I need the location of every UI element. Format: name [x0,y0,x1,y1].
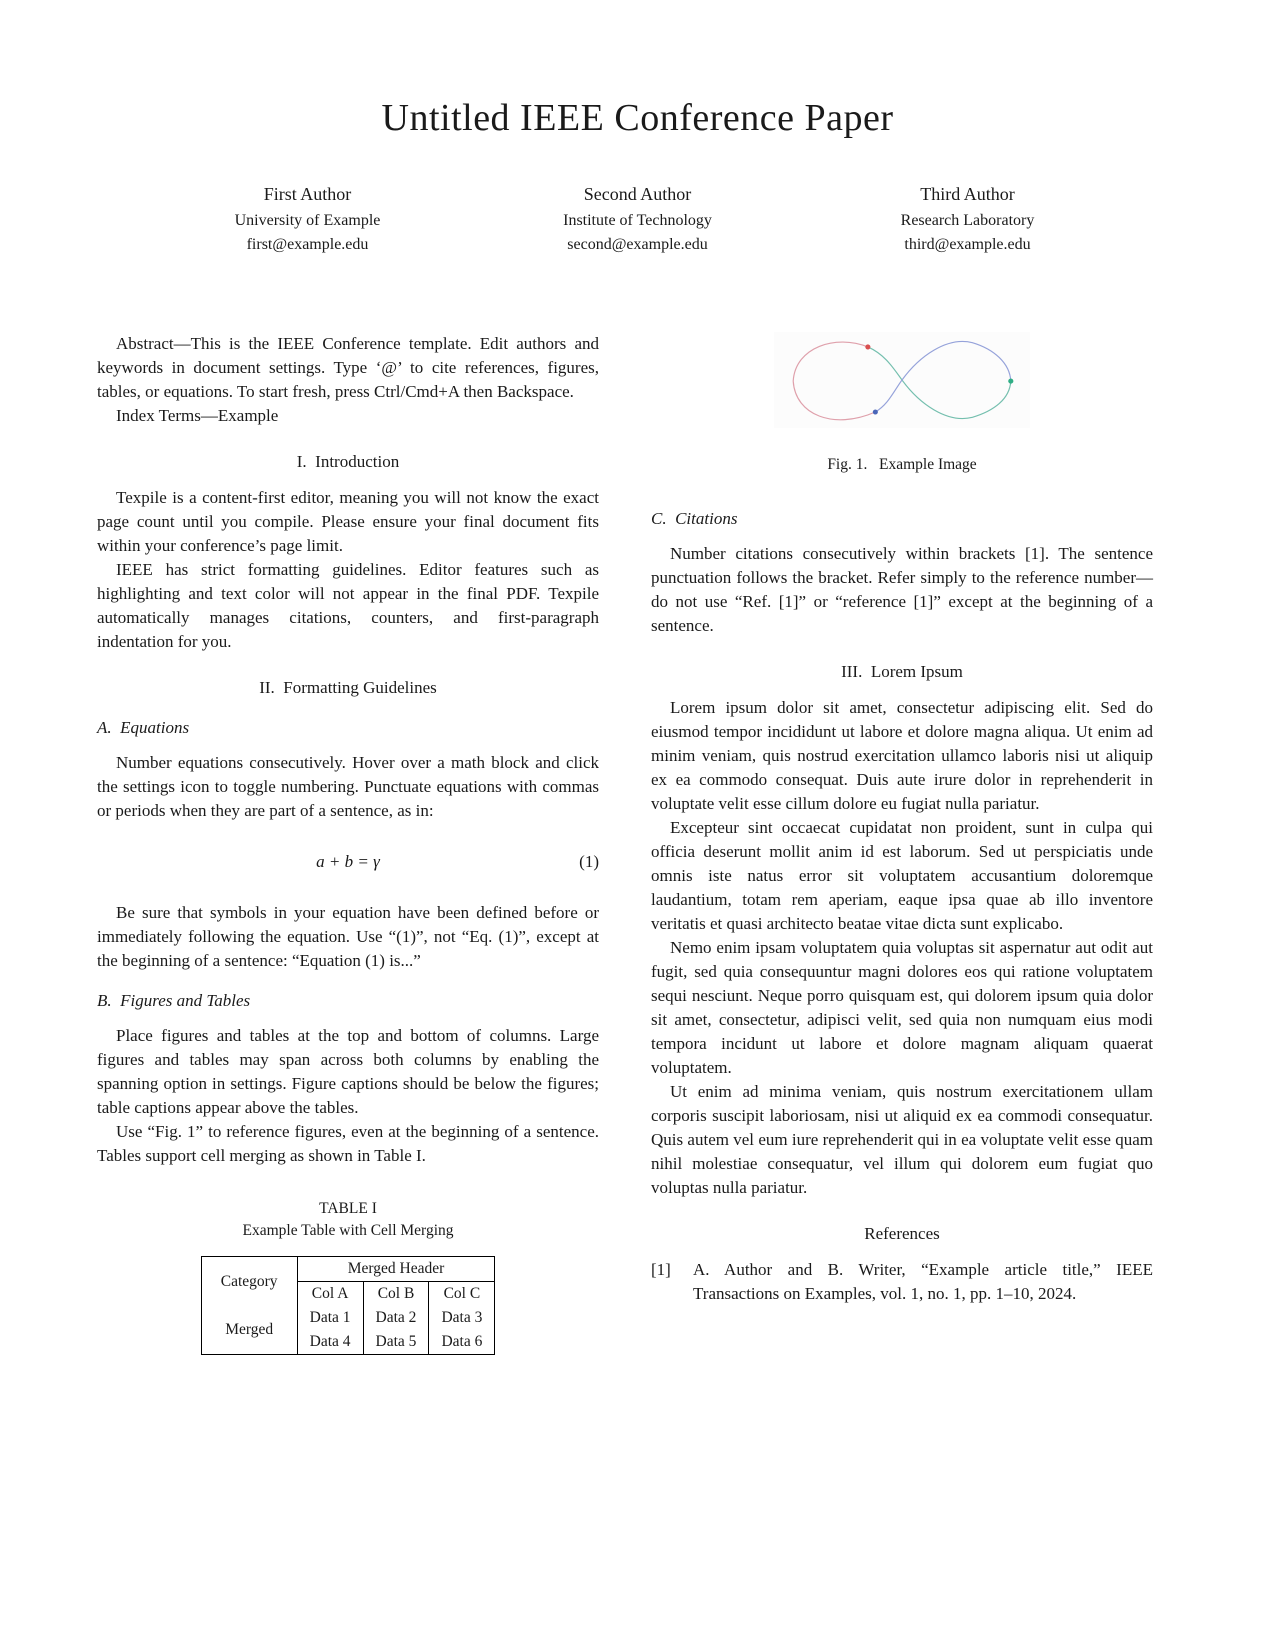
section-heading-lorem-ipsum: III. Lorem Ipsum [841,662,963,681]
table-cell: Data 2 [363,1306,429,1330]
green-dot [1008,379,1013,384]
author-email: third@example.edu [904,236,1031,253]
reference-text: A. Author and B. Writer, “Example article title,” IEEE Transactions on Examples, vol. 1, no. 1, pp. 1–10, 2024. [693,1260,1153,1303]
figures-tables-paragraph-1: Place figures and tables at the top and bottom of columns. Large figures and tables may span across both columns by enabling the spanning option in settings. Figure captions should be below the figures; table captions appear above the tables. [97,1026,599,1117]
table-cell: Data 3 [429,1306,495,1330]
abstract-paragraph: Abstract—This is the IEEE Conference template. Edit authors and keywords in document settings. Type ‘@’ to cite references, figures, tables, or equations. To start fresh, press Ctrl/Cmd+A then Backspace. [97,334,599,401]
paper-title: Untitled IEEE Conference Paper [381,97,894,139]
lorem-paragraph-3: Nemo enim ipsam voluptatem quia voluptas sit aspernatur aut odit aut fugit, sed quia consequuntur magni dolores eos qui ratione voluptatem sequi nesciunt. Neque porro quisquam est, qui dolorem ipsum quia dolor sit amet, consectetur, adipisci velit, sed quia non numquam eius modi tempora incidunt ut labore et dolore magnam aliquam quaerat voluptatem. [651,938,1153,1077]
author-block-2 [533,184,743,254]
equation-expression: a + b = γ [316,852,380,871]
table-row [201,1306,495,1330]
body-columns [0,332,1275,1355]
introduction-paragraph-2: IEEE has strict formatting guidelines. Editor features such as highlighting and text color will not appear in the final PDF. Texpile automatically manages citations, counters, and first-paragraph indentation for you. [97,560,599,651]
subsection-heading-equations: A. Equations [97,718,190,737]
author-block-1 [203,184,413,254]
equation-block [97,850,599,874]
author-name: Second Author [583,184,692,204]
reference-item [651,1258,1153,1306]
author-affiliation: Institute of Technology [563,212,712,229]
lorem-paragraph-4: Ut enim ad minima veniam, quis nostrum exercitationem ullam corporis suscipit laboriosam, nisi ut aliquid ex ea commodi consequatur. Quis autem vel eum iure reprehenderit qui in ea voluptate velit esse quam nihil molestiae consequatur, vel illum qui dolorem eum fugiat quo voluptas nulla pariatur. [651,1082,1153,1197]
author-email: second@example.edu [567,236,708,253]
table-cell: Data 5 [363,1330,429,1355]
figure-1 [651,332,1153,477]
table-row [201,1257,495,1282]
table-cell: Data 1 [309,1309,351,1326]
subsection-heading-figures-and-tables: B. Figures and Tables [97,991,251,1010]
table-col-header-cell: Col A [311,1285,349,1302]
table-col-header-cell: Col C [429,1282,495,1307]
table-col-header-cell: Col B [363,1282,429,1307]
author-email: first@example.edu [246,236,369,253]
table-merged-header-cell: Merged Header [297,1257,495,1282]
figure-caption: Fig. 1. Example Image [827,456,977,473]
section-heading-formatting-guidelines: II. Formatting Guidelines [259,678,437,697]
lorem-paragraph-2: Excepteur sint occaecat cupidatat non proident, sunt in culpa qui officia deserunt mollit anim id est laborum. Sed ut perspiciatis unde omnis iste natus error sit voluptatem accusantium doloremque laudantium, totam rem aperiam, eaque ipsa quae ab illo inventore veritatis et quasi architecto beatae vitae dicta sunt explicabo. [651,818,1153,933]
equations-paragraph-1: Number equations consecutively. Hover over a math block and click the settings icon to toggle numbering. Punctuate equations with commas or periods when they are part of a sentence, as in: [97,753,599,820]
equation-number: (1) [579,852,599,871]
author-affiliation: University of Example [234,212,381,229]
author-name: First Author [263,184,352,204]
authors-row [0,184,1275,254]
red-dot [865,344,870,349]
citations-paragraph-1: Number citations consecutively within brackets [1]. The sentence punctuation follows the bracket. Refer simply to the reference number—do not use “Ref. [1]” or “reference [1]” except at the beginning of a sentence. [651,544,1153,635]
table-caption-label: TABLE I [319,1200,377,1217]
table-corner-header-cell: Category [201,1257,297,1307]
left-column [97,332,599,1355]
right-column [651,332,1153,1355]
section-heading-introduction: I. Introduction [296,452,400,471]
figures-tables-paragraph-2: Use “Fig. 1” to reference figures, even at the beginning of a sentence. Tables support cell merging as shown in Table I. [97,1122,599,1165]
references-heading: References [864,1224,940,1243]
lorem-paragraph-1: Lorem ipsum dolor sit amet, consectetur adipiscing elit. Sed do eiusmod tempor incididunt ut labore et dolore magna aliqua. Ut enim ad minim veniam, quis nostrud exercitation ullamco laboris nisi ut aliquip ex ea commodo consequat. Duis aute irure dolor in reprehenderit in voluptate velit esse cillum dolore eu fugiat nulla pariatur. [651,698,1153,813]
table-caption [97,1198,599,1242]
index-terms: Index Terms—Example [116,406,279,425]
author-name: Third Author [920,184,1015,204]
introduction-paragraph-1: Texpile is a content-first editor, meaning you will not know the exact page count until you compile. Please ensure your final document fits within your conference’s page limit. [97,488,599,555]
example-table [201,1256,496,1355]
blue-dot [873,409,878,414]
equations-paragraph-2: Be sure that symbols in your equation have been defined before or immediately following the equation. Use “(1)”, not “Eq. (1)”, except at the beginning of a sentence: “Equation (1) is...” [97,903,599,970]
table-row-label-cell: Merged [201,1306,297,1355]
table-cell: Data 6 [429,1330,495,1355]
table-cell: Data 4 [309,1333,351,1350]
subsection-heading-citations: C. Citations [651,509,738,528]
author-affiliation: Research Laboratory [900,212,1035,229]
lemniscate-figure-image [772,332,1032,428]
author-block-3 [863,184,1073,254]
table-caption-title: Example Table with Cell Merging [242,1222,454,1239]
reference-label: [1] [651,1260,671,1279]
